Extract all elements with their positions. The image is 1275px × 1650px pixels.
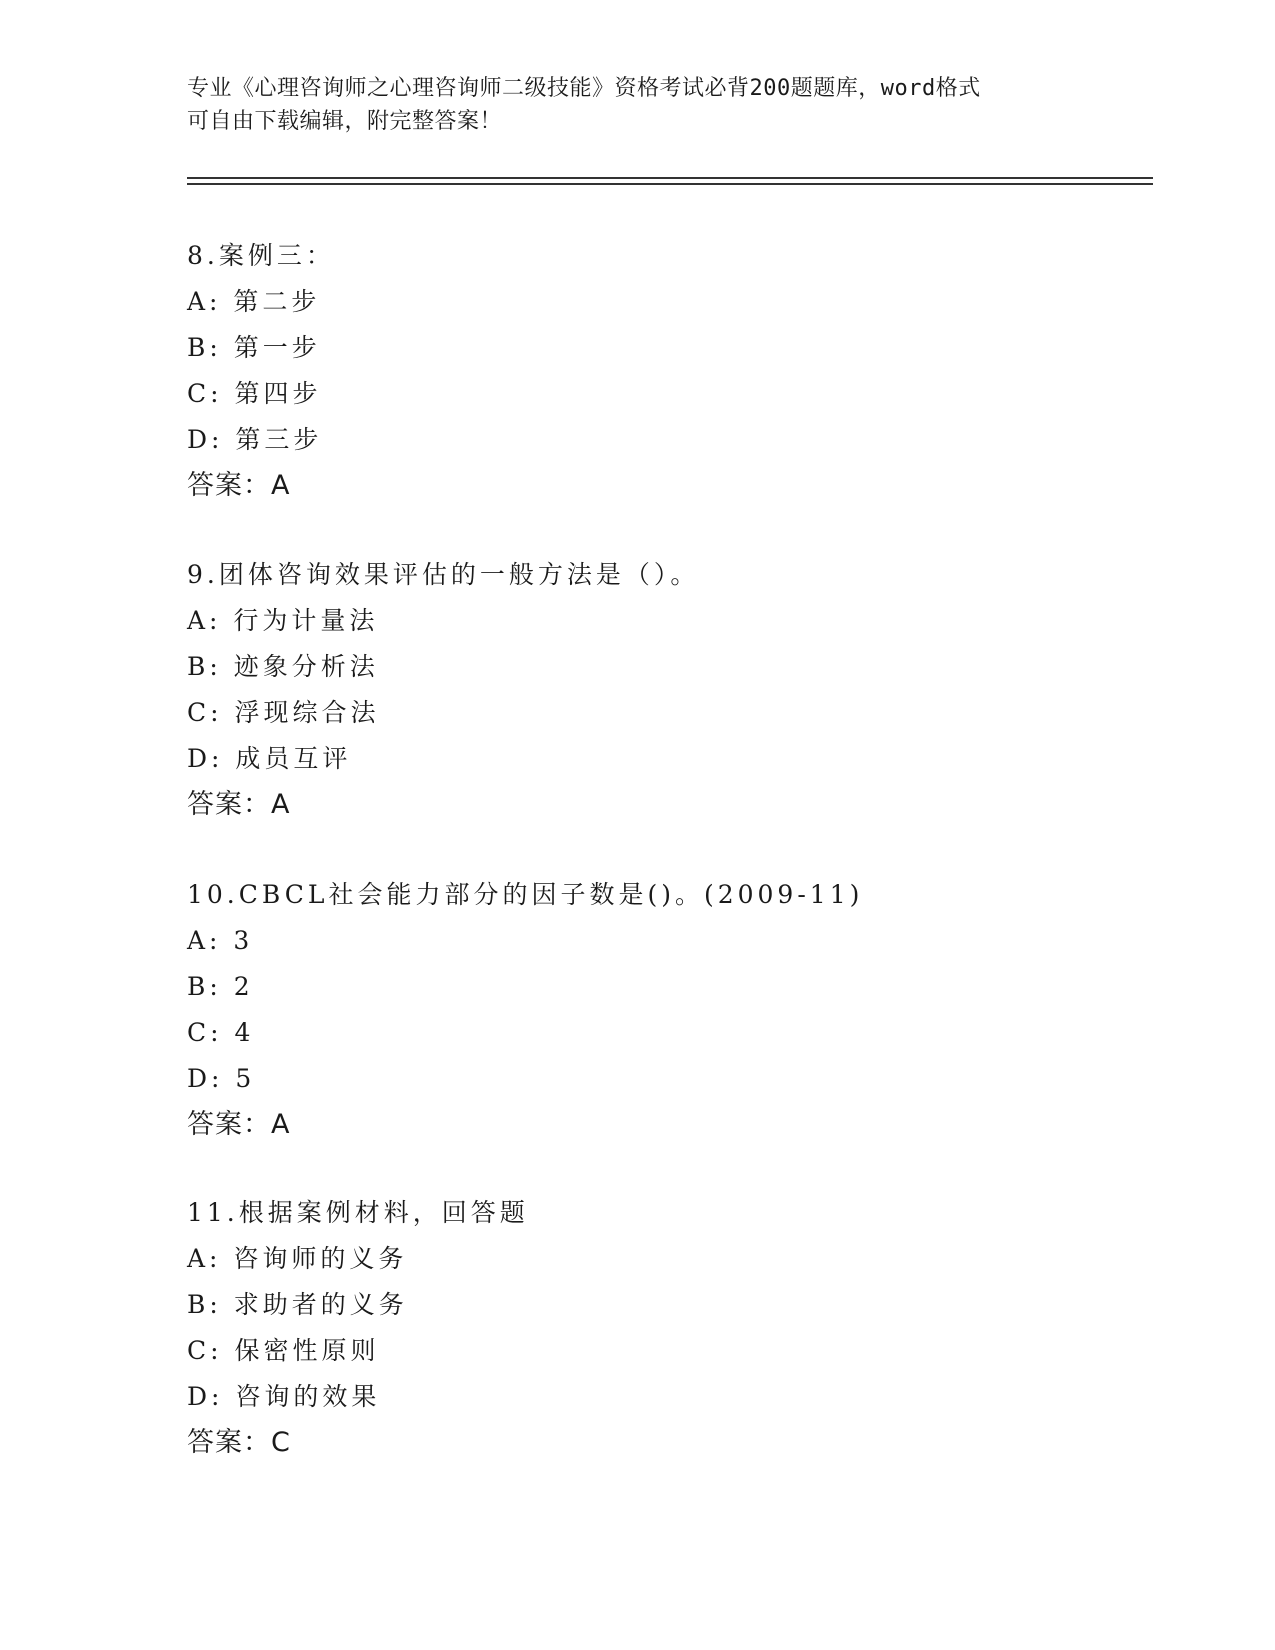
question-stem: 9.团体咨询效果评估的一般方法是（）。 [187, 560, 700, 589]
option-d: D: 成员互评 [187, 744, 352, 773]
answer-line: 答案：C [187, 1427, 291, 1458]
option-a: A: 行为计量法 [187, 606, 379, 635]
answer-line: 答案：A [187, 470, 291, 501]
option-b: B: 第一步 [187, 333, 321, 362]
option-c: C: 4 [187, 1018, 255, 1047]
header-rule-top [187, 177, 1153, 179]
question-stem: 10.CBCL社会能力部分的因子数是()。(2009-11) [187, 880, 864, 909]
option-a: A: 3 [187, 926, 254, 955]
header-line-1: 专业《心理咨询师之心理咨询师二级技能》资格考试必背200题题库，word格式 [187, 76, 981, 101]
document-header [187, 72, 1067, 138]
header-rule-bottom [187, 183, 1153, 185]
option-d: D: 咨询的效果 [187, 1382, 381, 1411]
question-8 [187, 233, 1147, 509]
question-9 [187, 552, 1147, 828]
option-a: A: 咨询师的义务 [187, 1244, 408, 1273]
option-a: A: 第二步 [187, 287, 321, 316]
header-line-2: 可自由下载编辑，附完整答案！ [187, 109, 503, 134]
option-c: C: 第四步 [187, 379, 322, 408]
question-stem: 8.案例三： [187, 241, 335, 270]
question-10 [187, 872, 1147, 1148]
option-d: D: 5 [187, 1064, 256, 1093]
option-b: B: 求助者的义务 [187, 1290, 408, 1319]
option-c: C: 浮现综合法 [187, 698, 380, 727]
option-b: B: 迹象分析法 [187, 652, 379, 681]
option-b: B: 2 [187, 972, 254, 1001]
question-11 [187, 1190, 1147, 1466]
option-d: D: 第三步 [187, 425, 323, 454]
question-stem: 11.根据案例材料，回答题 [187, 1198, 529, 1227]
answer-line: 答案：A [187, 1109, 291, 1140]
answer-line: 答案：A [187, 789, 291, 820]
option-c: C: 保密性原则 [187, 1336, 380, 1365]
